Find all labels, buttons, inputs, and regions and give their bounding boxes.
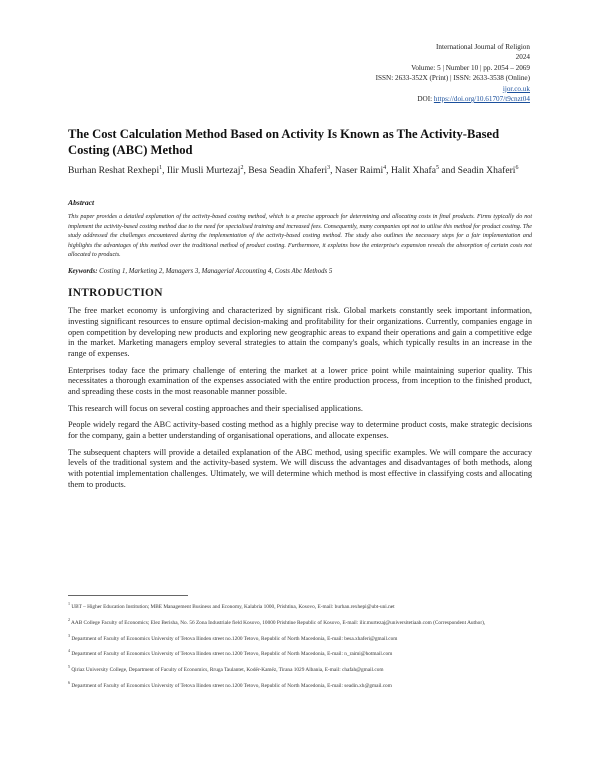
body-paragraph: This research will focus on several costing approaches and their specialised applications. bbox=[68, 403, 363, 413]
footnote bbox=[68, 663, 532, 674]
introduction-body bbox=[68, 306, 532, 496]
footnote bbox=[68, 647, 532, 658]
author-mark[interactable]: 1 bbox=[159, 165, 163, 171]
footnote bbox=[68, 616, 532, 627]
footnote-text: Department of Faculty of Economics University of Tetova Ilinden street no.1200 Tetovo, Republic of North Macedonia, E-mail: seadin.xh@gmail.com bbox=[71, 682, 392, 689]
keywords-label: Keywords: bbox=[68, 268, 98, 275]
keywords bbox=[68, 267, 532, 276]
body-paragraph: People widely regard the ABC activity-based costing method as a highly precise way to determine product costs, make strategic decisions for the company, gain a better understanding of organisational operations, and allocate expenses. bbox=[68, 420, 532, 441]
footnote-text: Qiriaz University College, Department of Faculty of Economics, Rruga Taulantet, Kodër-Kamëz, Tirana 1029 Albania, E-mail: chafah@gmail.com bbox=[71, 666, 384, 673]
author-mark[interactable]: 2 bbox=[240, 165, 244, 171]
author-mark[interactable]: 3 bbox=[327, 165, 331, 171]
footnote bbox=[68, 600, 532, 611]
footnote-text: UBT – Higher Education Institution; MBE Management Business and Economy, Kalabria 1000, Prishtina, Kosovo, E-mail: burhan.rexhepi@ubt-uni.net bbox=[71, 603, 395, 610]
abstract-heading: Abstract bbox=[68, 198, 95, 207]
doi-link[interactable]: https://doi.org/10.61707/t9cnzt04 bbox=[433, 95, 530, 104]
abstract-text: This paper provides a detailed explanation of the activity-based costing method, which is a precise approach for determining and allocating costs in final products. Firms typically do not implement the activity-based costing method due to the need for specialised training and increased fees. Consequently, many companies opt not to utilise this method for product costing. The study addressed the challenges encountered during the implementation of the activity-based costing method. The study also outlines the necessary steps for a fair implementation and highlights the advantages of this method over the traditional method of product costing. Furthermore, it explains how the enterprise's expansion reveals the absorption of certain costs not allocated to products. bbox=[68, 214, 532, 258]
journal-volume: Volume: 5 | Number 10 | pp. 2054 – 2069 bbox=[411, 63, 530, 72]
body-paragraph: The subsequent chapters will provide a detailed explanation of the ABC method, using specific examples. We will compare the accuracy levels of the traditional system and the activity-based system. We will discuss the advantages and disadvantages of both methods, along with potential implementation challenges. Ultimately, we will determine which method is most effective in classifying costs and allocating them to products. bbox=[68, 447, 532, 489]
journal-header bbox=[230, 42, 530, 104]
footnote-mark: 5 bbox=[68, 664, 70, 670]
author-name: Naser Raimi bbox=[334, 165, 384, 177]
journal-site-link[interactable]: ijor.co.uk bbox=[502, 84, 530, 93]
author-list: Burhan Reshat Rexhepi$^1$, Ilir Musli Murtezaj$^2$, Besa Seadin Xhaferi$^3$, Naser Raimi$^4$, Halit Xhafa$^5$ and Seadin Xhaferi$^6$ bbox=[68, 165, 519, 177]
footnote-mark: 6 bbox=[68, 679, 70, 685]
author-name: Besa Seadin Xhaferi bbox=[248, 165, 328, 177]
author-name: Seadin Xhaferi bbox=[457, 165, 516, 177]
author-name: Ilir Musli Murtezaj bbox=[166, 165, 241, 177]
paper-title: The Cost Calculation Method Based on Activity Is Known as The Activity-Based Costing (ABC) Method bbox=[68, 127, 500, 157]
footnote bbox=[68, 679, 532, 690]
footnote-text: Department of Faculty of Economics University of Tetova Ilinden street no.1200 Tetovo, Republic of North Macedonia, E-mail: n_raimi@hotmail.com bbox=[71, 651, 393, 658]
footnote-mark: 1 bbox=[68, 601, 70, 606]
section-heading-introduction: INTRODUCTION bbox=[68, 287, 163, 299]
footnote-text: AAB College Faculty of Economics; Elez Berisha, No. 56 Zona Industriale field Kosovo, 10000 Prishtine Republic of Kosovo, E-mail: ilir.murtezaj@universitetiaab.com (Correspondent Author), bbox=[71, 619, 486, 626]
doi-label: DOI: bbox=[417, 95, 433, 104]
footnote-divider bbox=[68, 595, 188, 596]
journal-year: 2024 bbox=[515, 53, 530, 62]
author-mark[interactable]: 4 bbox=[383, 165, 387, 171]
footnote-text: Department of Faculty of Economics University of Tetova Ilinden street no.1200 Tetovo, Republic of North Macedonia, E-mail: besa.xhaferi@gmail.com bbox=[71, 635, 398, 642]
keywords-text: Costing 1, Marketing 2, Managers 3, Managerial Accounting 4, Costs Abc Methods 5 bbox=[99, 268, 333, 275]
footnote-mark: 4 bbox=[68, 648, 70, 654]
author-mark[interactable]: 6 bbox=[515, 165, 519, 171]
journal-name: International Journal of Religion bbox=[435, 43, 530, 51]
body-paragraph: Enterprises today face the primary challenge of entering the market at a lower price point while maintaining superior quality. This necessitates a thorough examination of the expenses associated with the entire production process, from inception to the finished product, and spreading these costs in the most reasonable manner possible. bbox=[68, 365, 532, 397]
journal-issn: ISSN: 2633-352X (Print) | ISSN: 2633-3538 (Online) bbox=[375, 74, 530, 83]
author-mark[interactable]: 5 bbox=[435, 165, 439, 171]
author-name: Burhan Reshat Rexhepi bbox=[68, 165, 160, 177]
footnote-mark: 3 bbox=[68, 632, 70, 638]
body-paragraph: The free market economy is unforgiving and characterized by significant risk. Global markets constantly seek important information, investing significant resources to ensure optimal decision-making and profitability for their organizations. Currently, companies engage in open competition by developing new products and exploring new geographic areas to expand their operations and gain a competitive edge in the market. Marketing managers employ several strategies to attain the company's goals, which typically results in an increase in the range of expenses. bbox=[68, 306, 532, 359]
footnotes bbox=[68, 600, 532, 695]
footnote bbox=[68, 632, 532, 643]
footnote-mark: 2 bbox=[68, 616, 70, 622]
authors-conjunction: and bbox=[441, 165, 456, 177]
author-name: Halit Xhafa bbox=[390, 165, 436, 177]
